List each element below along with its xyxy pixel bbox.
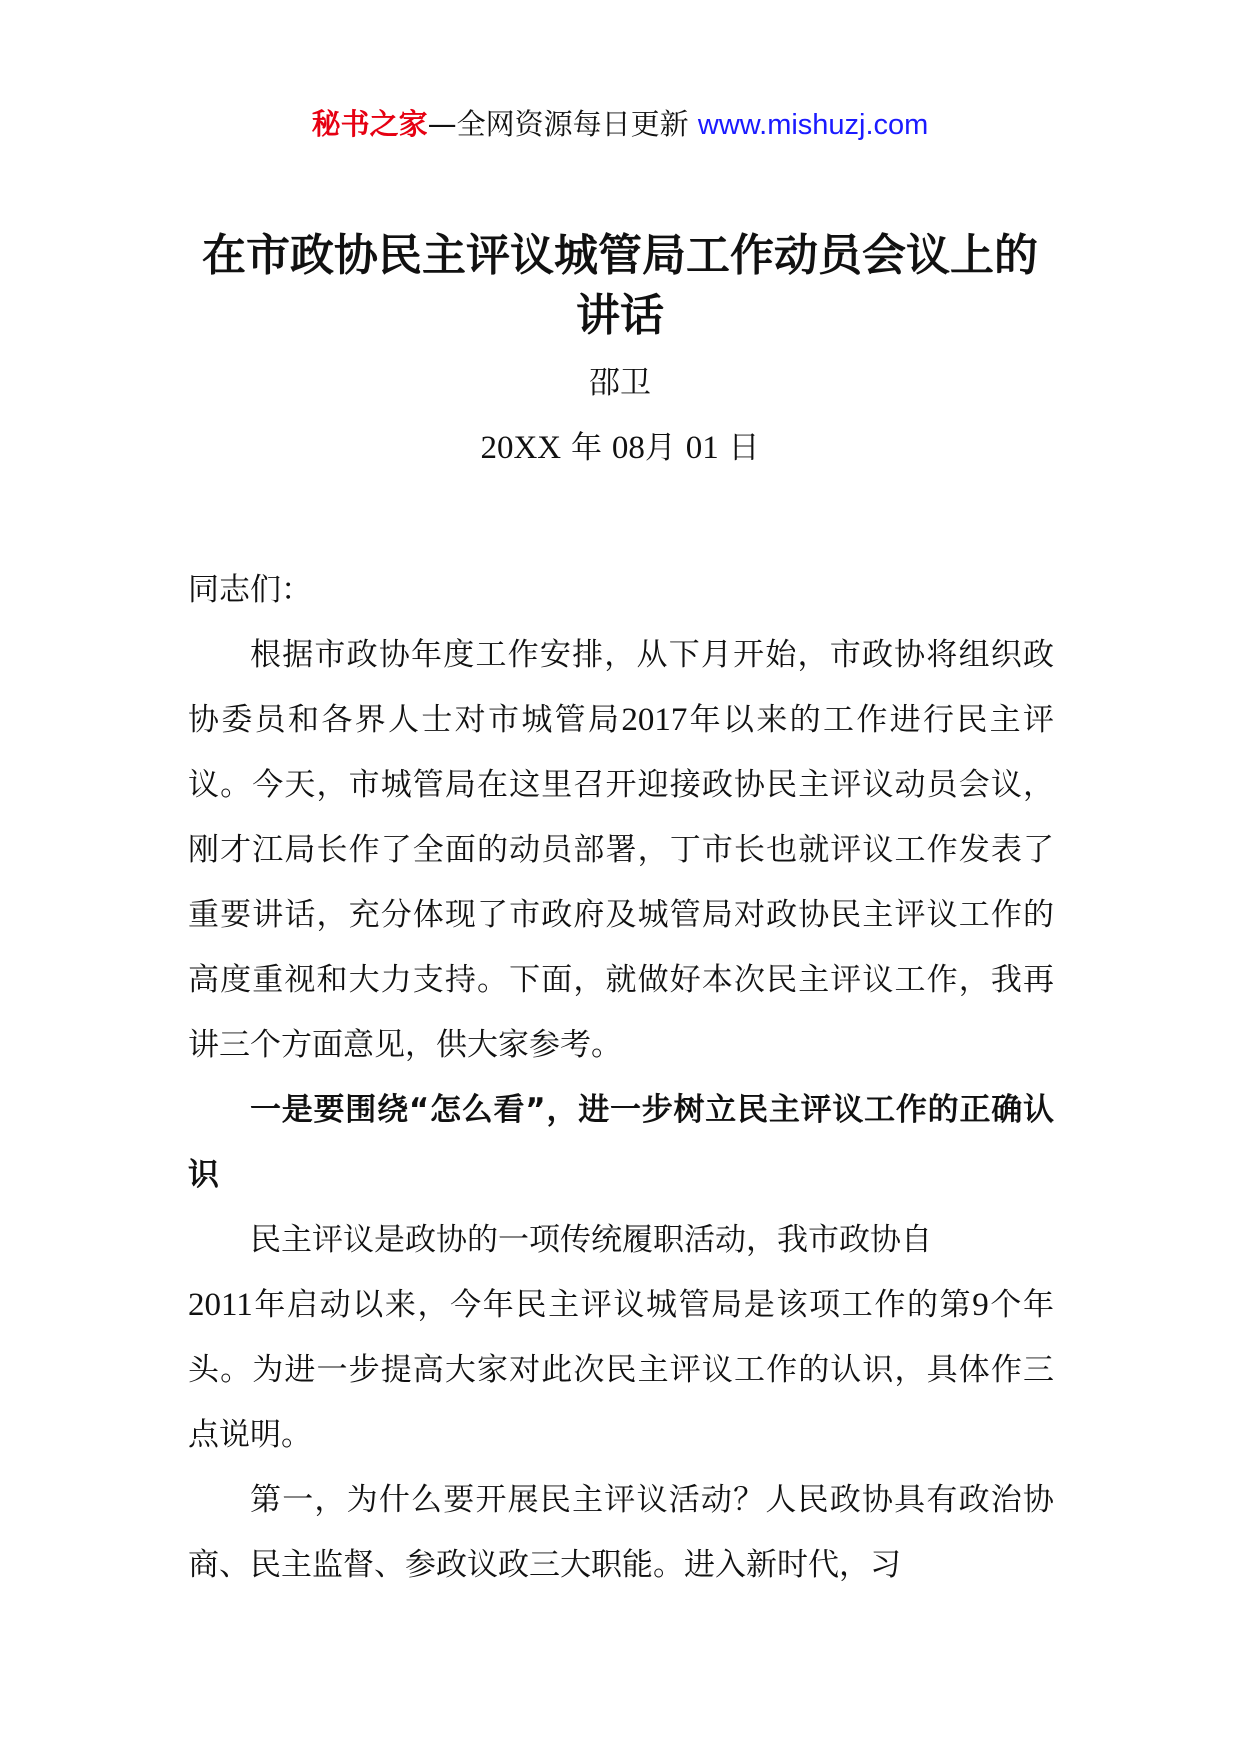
section-text-3: 个年头。为进一步提高大家对此次民主评议工作的认识，具体作三点说明。 bbox=[188, 1287, 1055, 1453]
header-tagline: —全网资源每日更新 bbox=[427, 107, 689, 141]
date-year-unit: 年 bbox=[570, 430, 602, 466]
section-paragraph bbox=[188, 1208, 1054, 1468]
date-month-unit: 月 bbox=[644, 430, 676, 466]
salutation: 同志们： bbox=[188, 572, 312, 608]
section-text-1: 民主评议是政协的一项传统履职活动，我市政协自 bbox=[250, 1222, 932, 1258]
document-author: 邵卫 bbox=[589, 365, 651, 401]
date-year: 20XX bbox=[480, 430, 562, 466]
site-url-link[interactable]: www.mishuzj.com bbox=[697, 109, 929, 141]
section-heading: 一是要围绕“怎么看”，进一步树立民主评议工作的正确认识 bbox=[188, 1092, 1054, 1193]
intro-paragraph bbox=[188, 623, 1054, 1078]
section-count: 9 bbox=[972, 1287, 989, 1323]
intro-text-1: 根据市政协年度工作安排，从下月开始，市政协将组织政协委员和各界人士对市城管局 bbox=[188, 637, 1054, 738]
document-date bbox=[0, 426, 1240, 470]
section-text-2: 年启动以来，今年民主评议城管局是该项工作的第 bbox=[252, 1287, 973, 1323]
document-body bbox=[188, 558, 1054, 1598]
intro-year: 2017 bbox=[621, 702, 688, 738]
section-paragraph-2: 第一，为什么要开展民主评议活动？人民政协具有政治协商、民主监督、参政议政三大职能。进入新时代，习 bbox=[188, 1482, 1054, 1583]
site-header bbox=[0, 100, 1240, 149]
date-month: 08 bbox=[611, 430, 645, 466]
document-title: 在市政协民主评议城管局工作动员会议上的讲话 bbox=[202, 230, 1038, 341]
intro-text-2: 年以来的工作进行民主评议。今天，市城管局在这里召开迎接政协民主评议动员会议，刚才江局长作了全面的动员部署，丁市长也就评议工作发表了重要讲话，充分体现了市政府及城管局对政协民主评议工作的高度重视和大力支持。下面，就做好本次民主评议工作，我再讲三个方面意见，供大家参考。 bbox=[188, 702, 1055, 1063]
date-day-unit: 日 bbox=[728, 430, 760, 466]
brand-name: 秘书之家 bbox=[311, 107, 428, 141]
section-year: 2011 bbox=[188, 1287, 253, 1323]
date-day: 01 bbox=[685, 430, 719, 466]
